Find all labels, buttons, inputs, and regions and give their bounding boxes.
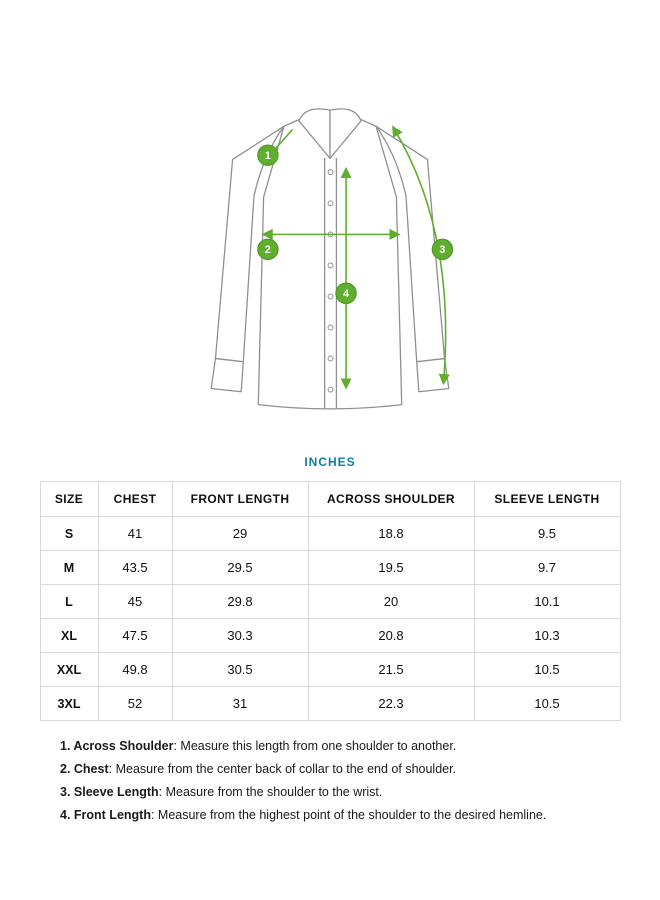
across-shoulder-cell: 20.8 [308, 619, 474, 653]
size-label-cell: XXL [40, 653, 98, 687]
shirt-diagram-svg [180, 92, 480, 426]
across-shoulder-cell: 21.5 [308, 653, 474, 687]
note-across-shoulder [60, 739, 620, 754]
table-row [40, 551, 620, 585]
sleeve-length-cell: 9.7 [474, 551, 620, 585]
shirt-measurement-diagram [0, 0, 660, 431]
callout-1-number: 1 [264, 149, 271, 162]
callout-3-number: 3 [439, 244, 446, 257]
note-sleeve-length [60, 785, 620, 800]
across-shoulder-cell: 20 [308, 585, 474, 619]
sleeve-length-cell: 10.5 [474, 687, 620, 721]
chest-cell: 52 [98, 687, 172, 721]
chest-cell: 43.5 [98, 551, 172, 585]
note-text: : Measure from the center back of collar to the end of shoulder. [108, 762, 457, 776]
note-label: 3. Sleeve Length [60, 785, 159, 799]
front-length-cell: 29.5 [172, 551, 308, 585]
size-label-cell: 3XL [40, 687, 98, 721]
callout-4-number: 4 [343, 288, 350, 301]
table-row [40, 585, 620, 619]
size-label-cell: XL [40, 619, 98, 653]
note-front-length [60, 808, 620, 823]
front-length-cell: 29 [172, 517, 308, 551]
callout-2-number: 2 [264, 244, 271, 257]
across-shoulder-cell: 22.3 [308, 687, 474, 721]
units-label: INCHES [304, 455, 356, 469]
front-length-cell: 31 [172, 687, 308, 721]
table-row [40, 517, 620, 551]
note-text: : Measure this length from one shoulder to another. [173, 739, 457, 753]
table-header-row [40, 482, 620, 517]
size-label-cell: L [40, 585, 98, 619]
chest-cell: 47.5 [98, 619, 172, 653]
measurement-notes [60, 739, 620, 823]
col-header-size: SIZE [40, 482, 98, 517]
table-row [40, 653, 620, 687]
col-header-sleeve-length: SLEEVE LENGTH [474, 482, 620, 517]
shirt-outline [211, 109, 449, 409]
col-header-across-shoulder: ACROSS SHOULDER [308, 482, 474, 517]
sleeve-length-cell: 9.5 [474, 517, 620, 551]
front-length-cell: 30.5 [172, 653, 308, 687]
chest-cell: 41 [98, 517, 172, 551]
sleeve-length-cell: 10.3 [474, 619, 620, 653]
col-header-front-length: FRONT LENGTH [172, 482, 308, 517]
col-header-chest: CHEST [98, 482, 172, 517]
table-row [40, 619, 620, 653]
sleeve-length-cell: 10.1 [474, 585, 620, 619]
note-chest [60, 762, 620, 777]
size-label-cell: M [40, 551, 98, 585]
note-text: : Measure from the highest point of the shoulder to the desired hemline. [150, 808, 547, 822]
chest-cell: 49.8 [98, 653, 172, 687]
size-chart-table [40, 481, 621, 721]
table-row [40, 687, 620, 721]
note-label: 4. Front Length [60, 808, 151, 822]
left-cuff [211, 359, 243, 392]
front-length-cell: 29.8 [172, 585, 308, 619]
size-label-cell: S [40, 517, 98, 551]
note-label: 2. Chest [60, 762, 109, 776]
across-shoulder-cell: 19.5 [308, 551, 474, 585]
note-text: : Measure from the shoulder to the wrist. [158, 785, 383, 799]
note-label: 1. Across Shoulder [60, 739, 174, 753]
chest-cell: 45 [98, 585, 172, 619]
front-length-cell: 30.3 [172, 619, 308, 653]
across-shoulder-cell: 18.8 [308, 517, 474, 551]
sleeve-length-cell: 10.5 [474, 653, 620, 687]
